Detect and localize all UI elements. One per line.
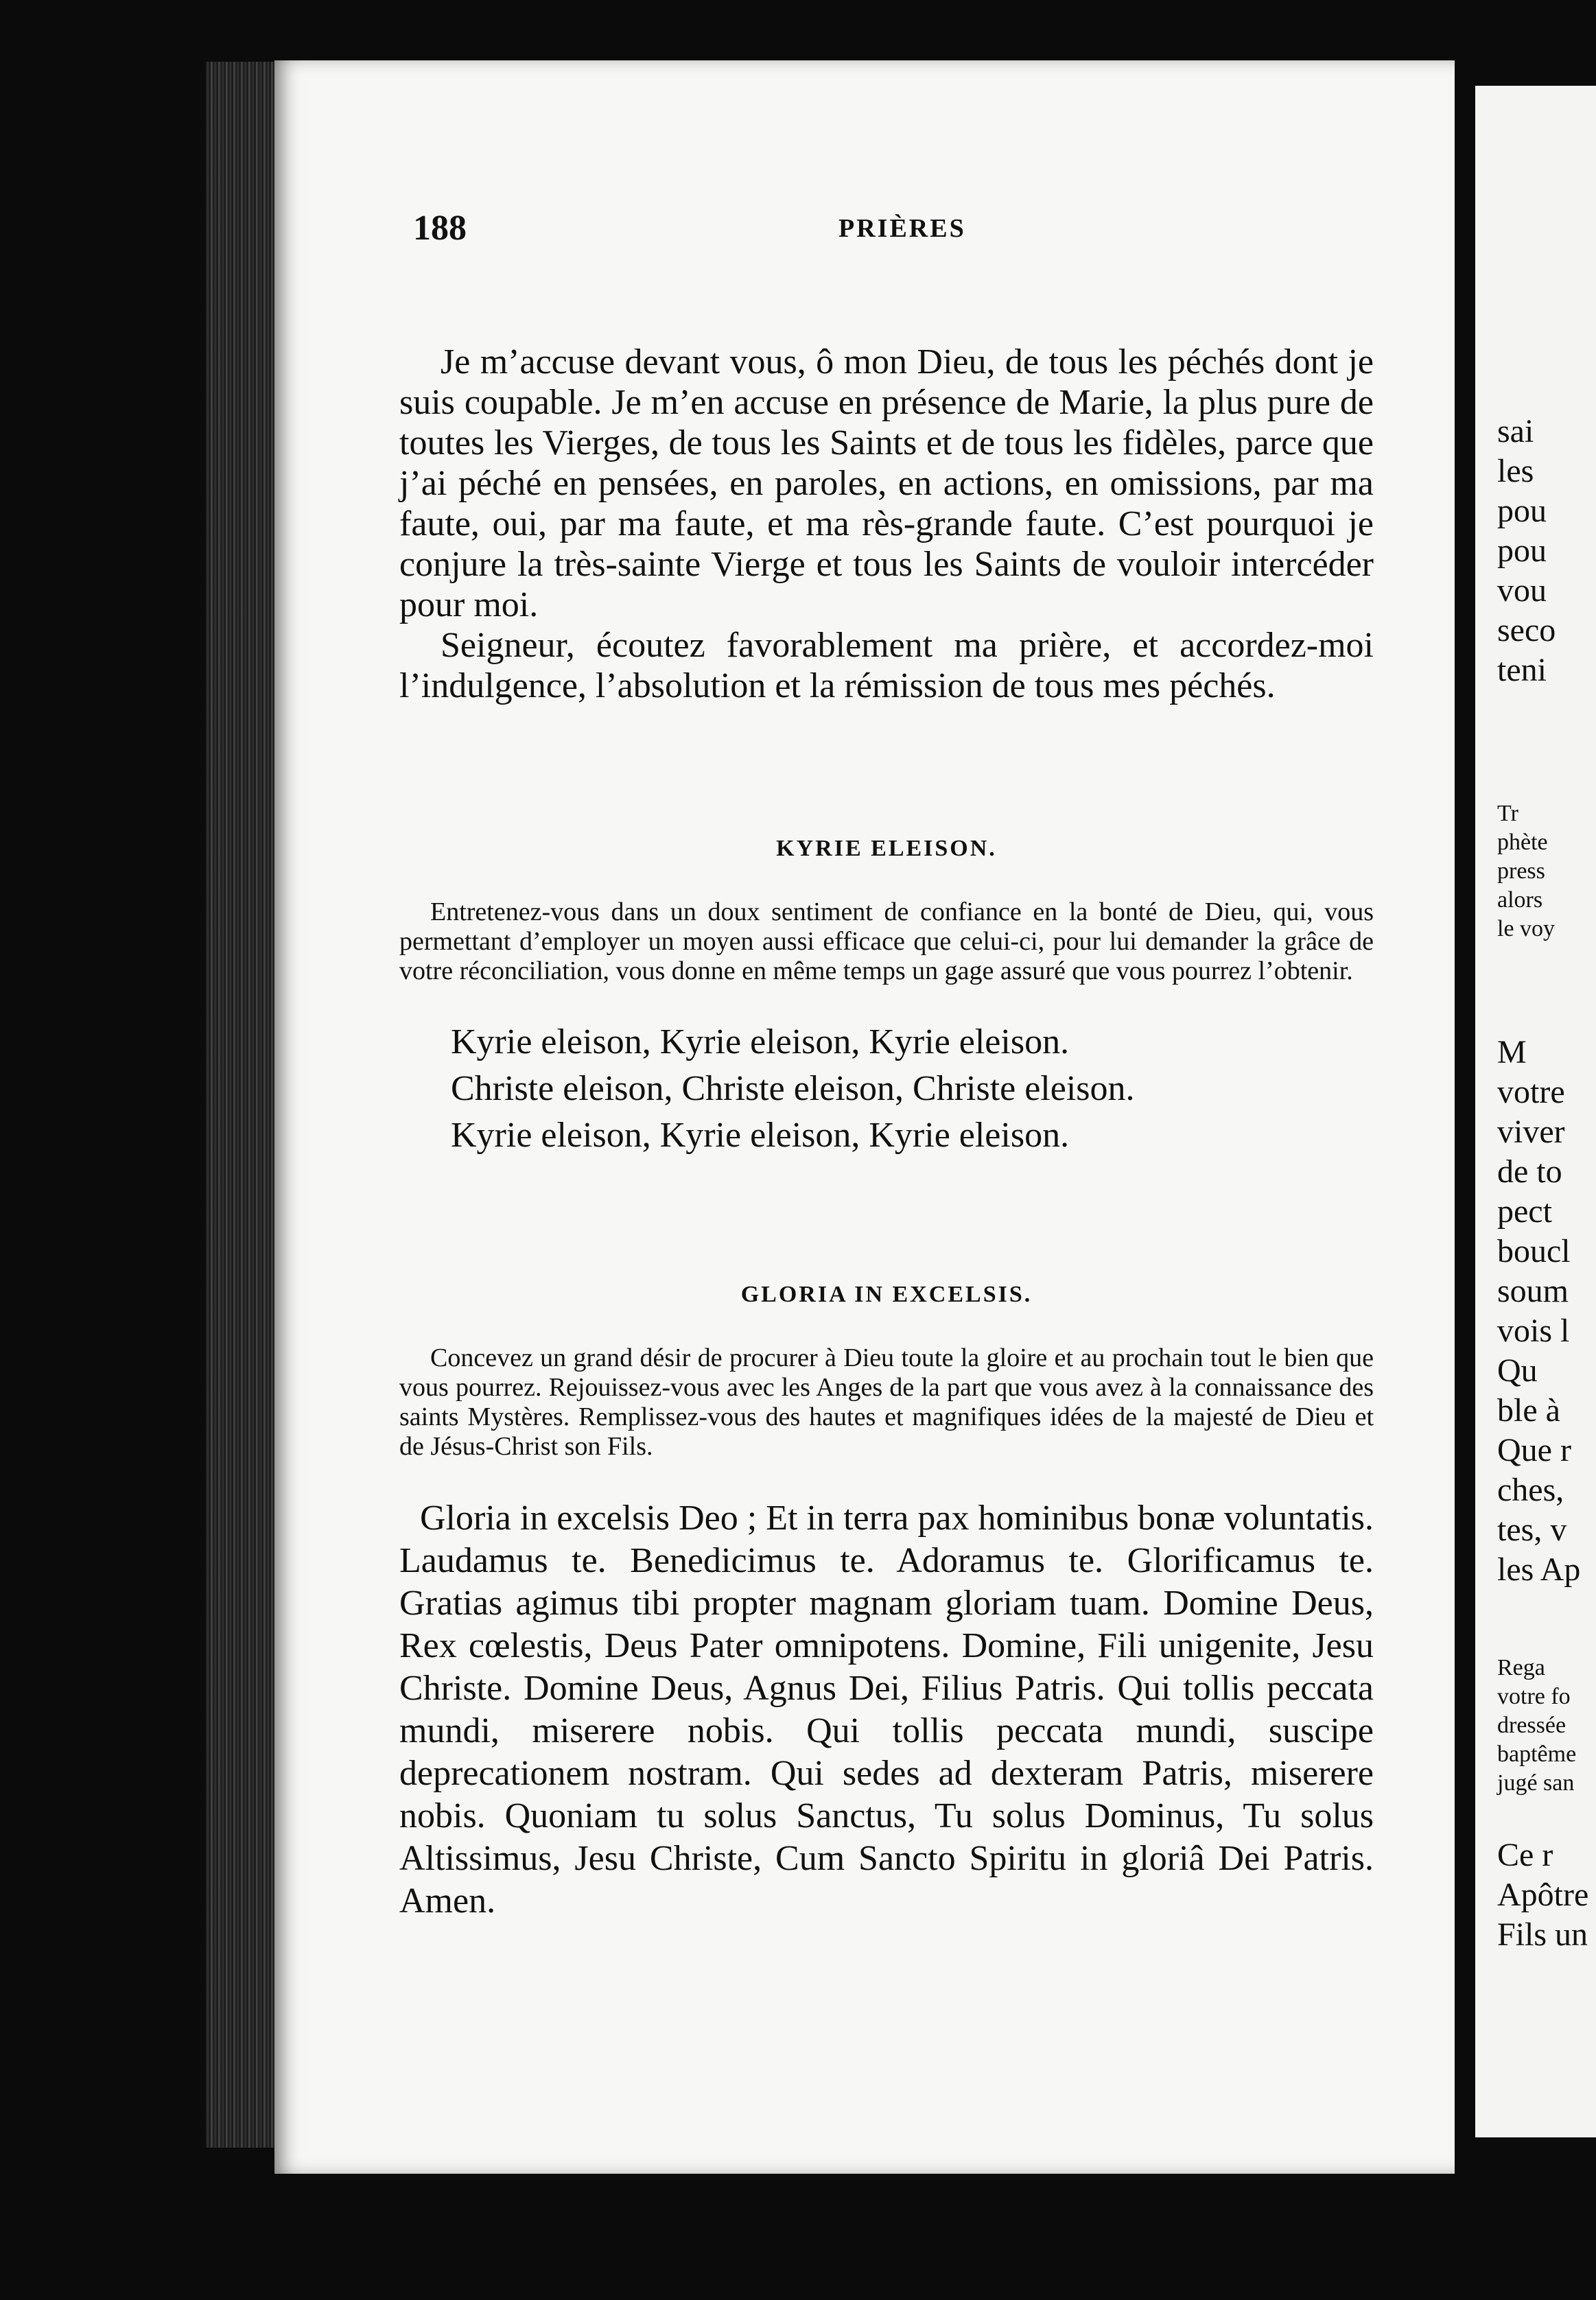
kyrie-heading: KYRIE ELEISON. xyxy=(776,836,997,861)
right-fragment-group xyxy=(1497,1835,1588,1955)
right-fragment-line: pou xyxy=(1497,532,1547,569)
right-fragment-line: Que r xyxy=(1497,1432,1571,1468)
right-fragment-line: pou xyxy=(1497,493,1547,529)
gloria-text: Gloria in excelsis Deo ; Et in terra pax hominibus bonæ voluntatis. Laudamus te. Benedicimus te. Adoramus te. Glorificamus te. Gratias agimus tibi propter magnam gloriam tuam. Domine Deus, Rex cœlestis, Deus Pater omnipotens. Domine, Fili unigenite, Jesu Christe. Domine Deus, Agnus Dei, Filius Patris. Qui tollis peccata mundi, miserere nobis. Qui tollis peccata mundi, suscipe deprecationem nostram. Qui sedes ad dexteram Patris, miserere nobis. Quoniam tu solus Sanctus, Tu solus Dominus, Tu solus Altissimus, Jesu Christe, Cum Sancto Spiritu in gloriâ Dei Patris. Amen. xyxy=(399,1499,1374,1921)
confession-paragraph: Seigneur, écoutez favorablement ma prière, et accordez-moi l’indulgence, l’absolution et la rémission de tous mes péchés. xyxy=(399,626,1374,705)
right-fragment-line: Ce r xyxy=(1497,1837,1553,1873)
right-fragment-line: vou xyxy=(1497,572,1547,609)
left-page xyxy=(274,60,1455,2174)
right-fragment-line: Fils un xyxy=(1497,1916,1588,1953)
right-fragment-line: sai xyxy=(1497,413,1534,449)
right-fragment-line: dressée xyxy=(1497,1713,1566,1738)
gloria-heading: GLORIA IN EXCELSIS. xyxy=(740,1282,1033,1307)
right-fragment-line: Tr xyxy=(1497,801,1518,826)
right-fragment-line: alors xyxy=(1497,887,1543,913)
running-title: PRIÈRES xyxy=(838,214,966,243)
right-fragment-line: soum xyxy=(1497,1273,1569,1309)
kyrie-lines xyxy=(399,1019,1374,1159)
running-head xyxy=(399,208,1374,263)
confession-paragraph: Je m’accuse devant vous, ô mon Dieu, de tous les péchés dont je suis coupable. Je m’en accuse en présence de Marie, la plus pure de toutes les Vierges, de tous les Saints et de tous les fidèles, parce que j’ai péché en pensées, en paroles, en actions, en omissions, par ma faute, oui, par ma faute, et ma rès-grande faute. C’est pourquoi je conjure la très-sainte Vierge et tous les Saints de vouloir intercéder pour moi. xyxy=(399,342,1374,624)
kyrie-line: Kyrie eleison, Kyrie eleison, Kyrie eleison. xyxy=(451,1022,1070,1061)
right-fragment-line: votre fo xyxy=(1497,1684,1571,1709)
right-fragment-line: seco xyxy=(1497,612,1556,648)
gloria-instruction: Concevez un grand désir de procurer à Dieu toute la gloire et au prochain tout le bien que vous pourrez. Rejouissez-vous avec les Anges de la part que vous avez à la connaissance des saints Mystères. Remplissez-vous des hautes et magnifiques idées de la majesté de Dieu et de Jésus-Christ son Fils. xyxy=(399,1343,1374,1461)
kyrie-instruction: Entretenez-vous dans un doux sentiment de confiance en la bonté de Dieu, qui, vous permettant d’employer un moyen aussi efficace que celui-ci, pour lui demander la grâce de votre réconciliation, vous donne en même temps un gage assuré que vous pourrez l’obtenir. xyxy=(399,897,1374,985)
page-number: 188 xyxy=(413,209,467,248)
right-fragment-line: Apôtre xyxy=(1497,1877,1589,1913)
right-fragment-line: M xyxy=(1497,1034,1527,1070)
right-fragment-line: baptême xyxy=(1497,1741,1577,1767)
right-fragment-line: pect xyxy=(1497,1193,1552,1230)
right-fragment-line: Rega xyxy=(1497,1655,1545,1680)
right-fragment-line: viver xyxy=(1497,1114,1565,1150)
right-fragment-line: phète xyxy=(1497,830,1548,855)
right-fragment-line: jugé san xyxy=(1497,1770,1575,1796)
right-fragment-line: vois l xyxy=(1497,1313,1570,1349)
right-fragment-line: les Ap xyxy=(1497,1551,1581,1588)
right-fragment-line: boucl xyxy=(1497,1233,1571,1269)
right-fragment-line: de to xyxy=(1497,1153,1562,1190)
kyrie-line: Christe eleison, Christe eleison, Christe eleison. xyxy=(451,1069,1135,1108)
kyrie-line: Kyrie eleison, Kyrie eleison, Kyrie eleison. xyxy=(451,1116,1070,1155)
right-fragment-line: ble à xyxy=(1497,1392,1560,1429)
right-fragment-group xyxy=(1497,412,1556,690)
right-fragment-line: teni xyxy=(1497,652,1547,688)
kyrie-section xyxy=(399,836,1374,1159)
right-fragment-line: les xyxy=(1497,453,1534,489)
gloria-section xyxy=(399,1282,1374,1923)
right-fragment-group xyxy=(1497,799,1555,943)
right-fragment-line: ches, xyxy=(1497,1472,1564,1508)
right-fragment-line: Qu xyxy=(1497,1352,1538,1389)
right-fragment-line: press xyxy=(1497,858,1545,884)
right-fragment-line: tes, v xyxy=(1497,1512,1567,1548)
right-fragment-group xyxy=(1497,1033,1580,1590)
confession-section xyxy=(399,342,1374,706)
right-fragment-group xyxy=(1497,1654,1576,1798)
right-fragment-line: le voy xyxy=(1497,916,1556,941)
right-fragment-line: votre xyxy=(1497,1074,1565,1110)
right-page-edge xyxy=(1475,86,1596,2137)
